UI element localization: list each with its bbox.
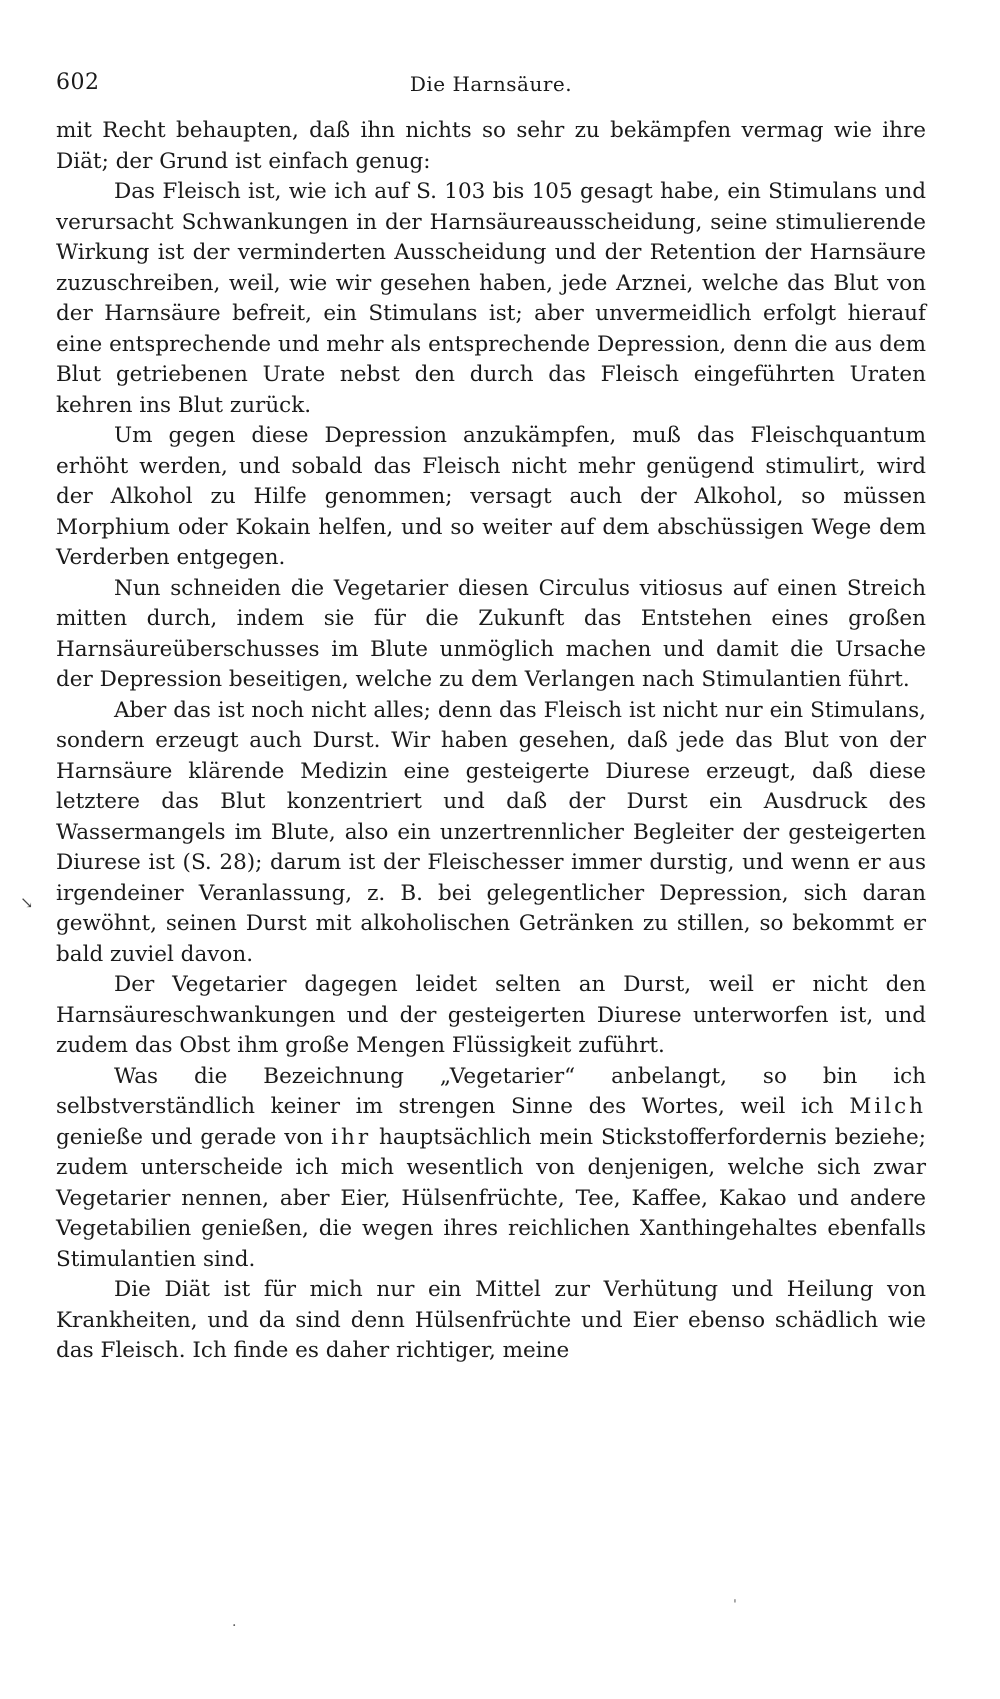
paragraph-3: Um gegen diese Depression anzukämpfen, muß das Fleischquantum erhöht werden, und sobald das Fleisch nicht mehr genügend stimulirt, wird der Alkohol zu Hilfe genommen; versagt auch der Alkohol, so müssen Morphium oder Kokain helfen, und so weiter auf dem abschüssigen Wege dem Verderben entgegen.	[56, 423, 926, 570]
paragraph-7-part-2: genieße und gerade von	[56, 1124, 332, 1150]
paragraph-5: Aber das ist noch nicht alles; denn das Fleisch ist nicht nur ein Stimulans, sondern erzeugt auch Durst. Wir haben gesehen, daß jede das Blut von der Harnsäure klärende Medizin eine gesteigerte Diurese erzeugt, daß diese letztere das Blut konzentriert und daß der Durst ein Ausdruck des Wassermangels im Blute, also ein unzertrennlicher Begleiter der gesteigerten Diurese ist (S. 28); darum ist der Fleischesser immer durstig, und wenn er aus irgendeiner Veranlassung, z. B. bei gelegentlicher Depression, sich daran gewöhnt, seinen Durst mit alkoholischen Getränken zu stillen, so bekommt er bald zuviel davon.	[56, 697, 926, 967]
paragraph-7	[56, 1062, 926, 1276]
emphasis-ihr: ihr	[331, 1124, 372, 1150]
print-speck: ˈ	[733, 1598, 737, 1614]
print-speck: ·	[232, 1618, 237, 1634]
margin-mark: ↘	[20, 893, 34, 912]
page-header	[56, 70, 926, 102]
running-title: Die Harnsäure.	[409, 72, 573, 96]
emphasis-milch: Milch	[849, 1094, 926, 1119]
paragraph-6: Der Vegetarier dagegen leidet selten an Durst, weil er nicht den Harnsäureschwankungen und der gesteigerten Diurese unterworfen ist, und zudem das Obst ihm große Mengen Flüssigkeit zuführt.	[56, 972, 926, 1058]
paragraph-2: Das Fleisch ist, wie ich auf S. 103 bis 105 gesagt habe, ein Stimulans und verursacht Schwankungen in der Harnsäureausscheidung, seine stimulierende Wirkung ist der verminderten Ausscheidung und der Retention der Harnsäure zuzuschreiben, weil, wie wir gesehen haben, jede Arznei, welche das Blut von der Harnsäure befreit, ein Stimulans ist; aber unvermeidlich erfolgt hierauf eine entsprechende und mehr als entsprechende Depression, denn die aus dem Blut getriebenen Urate nebst den durch das Fleisch eingeführten Uraten kehren ins Blut zurück.	[56, 179, 926, 418]
paragraph-8: Die Diät ist für mich nur ein Mittel zur Verhütung und Heilung von Krankheiten, und da sind denn Hülsenfrüchte und Eier ebenso schädlich wie das Fleisch. Ich finde es daher richtiger, meine	[56, 1277, 926, 1363]
paragraph-7-part-3: hauptsächlich mein Stickstofferfordernis beziehe; zudem unterscheide ich mich wesentlich von denjenigen, welche sich zwar Vegetarier nennen, aber Eier, Hülsenfrüchte, Tee, Kaffee, Kakao und andere Vegetabilien genießen, die wegen ihres reichlichen Xanthingehaltes ebenfalls Stimulantien sind.	[56, 1124, 926, 1272]
body-text	[56, 116, 926, 1367]
page-number: 602	[56, 70, 100, 95]
paragraph-1: mit Recht behaupten, daß ihn nichts so sehr zu bekämpfen vermag wie ihre Diät; der Grund ist einfach genug:	[56, 118, 926, 174]
paragraph-4: Nun schneiden die Vegetarier diesen Circulus vitiosus auf einen Streich mitten durch, indem sie für die Zukunft das Entstehen eines großen Harnsäureüberschusses im Blute unmöglich machen und damit die Ursache der Depression beseitigen, welche zu dem Verlangen nach Stimulantien führt.	[56, 575, 926, 692]
paragraph-7-part-1: Was die Bezeichnung „Vegetarier“ anbelangt, so bin ich selbstverständlich keiner im strengen Sinne des Wortes, weil ich	[56, 1063, 926, 1119]
